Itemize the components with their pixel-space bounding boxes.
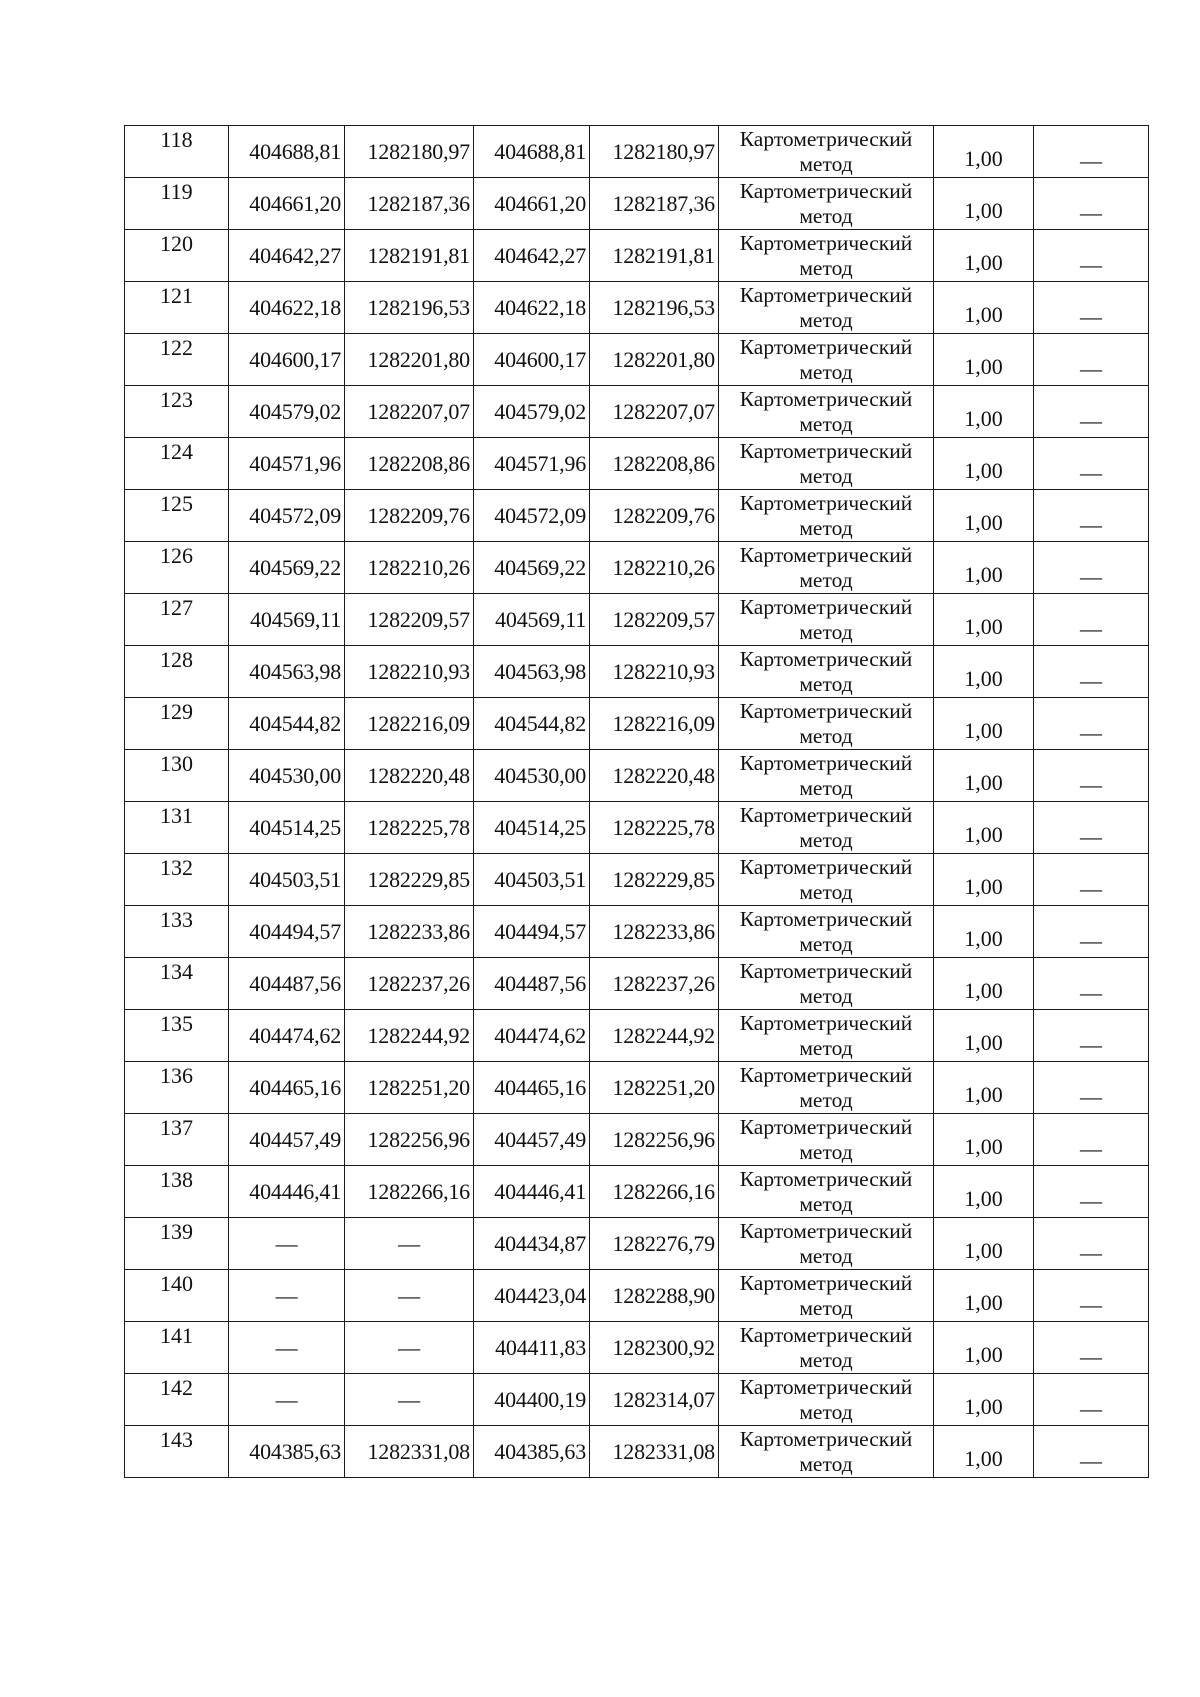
table-row (125, 542, 1149, 594)
method-line2: метод (799, 983, 853, 1008)
method-cell (719, 282, 934, 334)
method-line2: метод (799, 619, 853, 644)
note-cell: — (1034, 542, 1149, 594)
accuracy-cell: 1,00 (934, 1166, 1034, 1218)
y-coordinate-cell-refined: 1282266,16 (590, 1166, 719, 1218)
y-coordinate-cell-refined: 1282244,92 (590, 1010, 719, 1062)
y-coordinate-cell-existing: 1282196,53 (345, 282, 474, 334)
accuracy-cell: 1,00 (934, 490, 1034, 542)
method-cell (719, 126, 934, 178)
accuracy-cell: 1,00 (934, 334, 1034, 386)
x-coordinate-cell-existing: 404503,51 (229, 854, 345, 906)
x-coordinate-cell-refined: 404622,18 (474, 282, 590, 334)
method-line1: Картометрический (739, 646, 913, 671)
y-coordinate-cell-refined: 1282288,90 (590, 1270, 719, 1322)
method-line1: Картометрический (739, 1218, 913, 1243)
point-number-cell: 135 (125, 1010, 229, 1062)
table-row (125, 126, 1149, 178)
x-coordinate-cell-existing: 404494,57 (229, 906, 345, 958)
x-coordinate-cell-refined: 404688,81 (474, 126, 590, 178)
method-line1: Картометрический (739, 1010, 913, 1035)
table-row (125, 750, 1149, 802)
accuracy-cell: 1,00 (934, 958, 1034, 1010)
method-line2: метод (799, 1399, 853, 1424)
note-cell: — (1034, 1322, 1149, 1374)
y-coordinate-cell-refined: 1282229,85 (590, 854, 719, 906)
y-coordinate-cell-existing: 1282209,57 (345, 594, 474, 646)
method-line1: Картометрический (739, 698, 913, 723)
method-line2: метод (799, 203, 853, 228)
accuracy-cell: 1,00 (934, 646, 1034, 698)
point-number-cell: 126 (125, 542, 229, 594)
note-cell: — (1034, 438, 1149, 490)
method-cell (719, 542, 934, 594)
accuracy-cell: 1,00 (934, 854, 1034, 906)
method-line1: Картометрический (739, 1062, 913, 1087)
point-number-cell: 120 (125, 230, 229, 282)
y-coordinate-cell-existing: — (345, 1322, 474, 1374)
table-row (125, 1218, 1149, 1270)
method-line2: метод (799, 879, 853, 904)
method-cell (719, 1374, 934, 1426)
method-cell (719, 1270, 934, 1322)
x-coordinate-cell-refined: 404503,51 (474, 854, 590, 906)
table-row (125, 958, 1149, 1010)
y-coordinate-cell-existing: — (345, 1218, 474, 1270)
x-coordinate-cell-existing: — (229, 1270, 345, 1322)
x-coordinate-cell-existing: 404465,16 (229, 1062, 345, 1114)
point-number-cell: 143 (125, 1426, 229, 1478)
point-number-cell: 142 (125, 1374, 229, 1426)
table-row (125, 1114, 1149, 1166)
y-coordinate-cell-refined: 1282331,08 (590, 1426, 719, 1478)
x-coordinate-cell-refined: 404487,56 (474, 958, 590, 1010)
y-coordinate-cell-existing: 1282187,36 (345, 178, 474, 230)
method-line1: Картометрический (739, 750, 913, 775)
method-cell (719, 1062, 934, 1114)
accuracy-cell: 1,00 (934, 1426, 1034, 1478)
method-cell (719, 1166, 934, 1218)
table-row (125, 1166, 1149, 1218)
table-row (125, 386, 1149, 438)
method-line1: Картометрический (739, 282, 913, 307)
method-cell (719, 438, 934, 490)
x-coordinate-cell-refined: 404423,04 (474, 1270, 590, 1322)
y-coordinate-cell-existing: — (345, 1270, 474, 1322)
method-line1: Картометрический (739, 542, 913, 567)
method-cell (719, 490, 934, 542)
method-line2: метод (799, 1139, 853, 1164)
note-cell: — (1034, 958, 1149, 1010)
y-coordinate-cell-existing: 1282207,07 (345, 386, 474, 438)
x-coordinate-cell-existing: 404530,00 (229, 750, 345, 802)
x-coordinate-cell-refined: 404434,87 (474, 1218, 590, 1270)
method-line1: Картометрический (739, 334, 913, 359)
y-coordinate-cell-refined: 1282276,79 (590, 1218, 719, 1270)
note-cell: — (1034, 1426, 1149, 1478)
accuracy-cell: 1,00 (934, 126, 1034, 178)
method-line1: Картометрический (739, 958, 913, 983)
method-line2: метод (799, 1243, 853, 1268)
x-coordinate-cell-existing: 404544,82 (229, 698, 345, 750)
table-body (125, 126, 1149, 1478)
x-coordinate-cell-existing: 404474,62 (229, 1010, 345, 1062)
y-coordinate-cell-refined: 1282300,92 (590, 1322, 719, 1374)
method-line2: метод (799, 359, 853, 384)
point-number-cell: 131 (125, 802, 229, 854)
note-cell: — (1034, 178, 1149, 230)
note-cell: — (1034, 802, 1149, 854)
accuracy-cell: 1,00 (934, 438, 1034, 490)
point-number-cell: 140 (125, 1270, 229, 1322)
point-number-cell: 141 (125, 1322, 229, 1374)
method-cell (719, 1426, 934, 1478)
method-line1: Картометрический (739, 802, 913, 827)
method-line1: Картометрический (739, 438, 913, 463)
method-line2: метод (799, 827, 853, 852)
method-line1: Картометрический (739, 1322, 913, 1347)
method-line1: Картометрический (739, 1374, 913, 1399)
y-coordinate-cell-existing: 1282210,26 (345, 542, 474, 594)
method-line2: метод (799, 255, 853, 280)
x-coordinate-cell-refined: 404385,63 (474, 1426, 590, 1478)
y-coordinate-cell-existing: 1282208,86 (345, 438, 474, 490)
x-coordinate-cell-existing: — (229, 1374, 345, 1426)
y-coordinate-cell-existing: 1282209,76 (345, 490, 474, 542)
method-line1: Картометрический (739, 1270, 913, 1295)
point-number-cell: 137 (125, 1114, 229, 1166)
method-cell (719, 178, 934, 230)
y-coordinate-cell-refined: 1282216,09 (590, 698, 719, 750)
method-line2: метод (799, 463, 853, 488)
x-coordinate-cell-refined: 404457,49 (474, 1114, 590, 1166)
accuracy-cell: 1,00 (934, 542, 1034, 594)
x-coordinate-cell-refined: 404563,98 (474, 646, 590, 698)
x-coordinate-cell-existing: 404622,18 (229, 282, 345, 334)
note-cell: — (1034, 1270, 1149, 1322)
table-row (125, 1010, 1149, 1062)
note-cell: — (1034, 1374, 1149, 1426)
y-coordinate-cell-refined: 1282210,93 (590, 646, 719, 698)
accuracy-cell: 1,00 (934, 386, 1034, 438)
y-coordinate-cell-existing: 1282180,97 (345, 126, 474, 178)
point-number-cell: 124 (125, 438, 229, 490)
table-row (125, 1426, 1149, 1478)
table-row (125, 334, 1149, 386)
y-coordinate-cell-existing: 1282331,08 (345, 1426, 474, 1478)
point-number-cell: 119 (125, 178, 229, 230)
x-coordinate-cell-refined: 404465,16 (474, 1062, 590, 1114)
method-line1: Картометрический (739, 594, 913, 619)
y-coordinate-cell-refined: 1282314,07 (590, 1374, 719, 1426)
y-coordinate-cell-refined: 1282237,26 (590, 958, 719, 1010)
y-coordinate-cell-refined: 1282251,20 (590, 1062, 719, 1114)
accuracy-cell: 1,00 (934, 750, 1034, 802)
x-coordinate-cell-refined: 404474,62 (474, 1010, 590, 1062)
x-coordinate-cell-existing: 404642,27 (229, 230, 345, 282)
y-coordinate-cell-refined: 1282208,86 (590, 438, 719, 490)
note-cell: — (1034, 1114, 1149, 1166)
method-line2: метод (799, 1191, 853, 1216)
y-coordinate-cell-existing: 1282233,86 (345, 906, 474, 958)
y-coordinate-cell-existing: 1282237,26 (345, 958, 474, 1010)
note-cell: — (1034, 1218, 1149, 1270)
method-line2: метод (799, 723, 853, 748)
point-number-cell: 129 (125, 698, 229, 750)
x-coordinate-cell-existing: — (229, 1322, 345, 1374)
method-line2: метод (799, 931, 853, 956)
y-coordinate-cell-refined: 1282233,86 (590, 906, 719, 958)
coordinates-table (124, 125, 1149, 1478)
y-coordinate-cell-existing: 1282225,78 (345, 802, 474, 854)
method-cell (719, 750, 934, 802)
method-line2: метод (799, 1451, 853, 1476)
x-coordinate-cell-refined: 404600,17 (474, 334, 590, 386)
accuracy-cell: 1,00 (934, 178, 1034, 230)
y-coordinate-cell-existing: 1282201,80 (345, 334, 474, 386)
note-cell: — (1034, 386, 1149, 438)
x-coordinate-cell-refined: 404571,96 (474, 438, 590, 490)
accuracy-cell: 1,00 (934, 594, 1034, 646)
accuracy-cell: 1,00 (934, 906, 1034, 958)
note-cell: — (1034, 334, 1149, 386)
x-coordinate-cell-refined: 404411,83 (474, 1322, 590, 1374)
x-coordinate-cell-existing: 404688,81 (229, 126, 345, 178)
method-line1: Картометрический (739, 230, 913, 255)
x-coordinate-cell-existing: — (229, 1218, 345, 1270)
point-number-cell: 125 (125, 490, 229, 542)
method-line1: Картометрический (739, 126, 913, 151)
y-coordinate-cell-refined: 1282209,57 (590, 594, 719, 646)
table-row (125, 230, 1149, 282)
note-cell: — (1034, 126, 1149, 178)
table-row (125, 490, 1149, 542)
x-coordinate-cell-refined: 404569,11 (474, 594, 590, 646)
table-row (125, 1374, 1149, 1426)
method-line2: метод (799, 411, 853, 436)
point-number-cell: 121 (125, 282, 229, 334)
method-cell (719, 698, 934, 750)
x-coordinate-cell-existing: 404661,20 (229, 178, 345, 230)
method-line2: метод (799, 307, 853, 332)
x-coordinate-cell-existing: 404563,98 (229, 646, 345, 698)
point-number-cell: 118 (125, 126, 229, 178)
y-coordinate-cell-existing: 1282244,92 (345, 1010, 474, 1062)
method-line2: метод (799, 567, 853, 592)
x-coordinate-cell-refined: 404572,09 (474, 490, 590, 542)
method-cell (719, 906, 934, 958)
table-row (125, 906, 1149, 958)
point-number-cell: 130 (125, 750, 229, 802)
y-coordinate-cell-refined: 1282207,07 (590, 386, 719, 438)
note-cell: — (1034, 1010, 1149, 1062)
note-cell: — (1034, 906, 1149, 958)
method-line2: метод (799, 151, 853, 176)
accuracy-cell: 1,00 (934, 1374, 1034, 1426)
x-coordinate-cell-existing: 404571,96 (229, 438, 345, 490)
table-row (125, 438, 1149, 490)
method-cell (719, 230, 934, 282)
note-cell: — (1034, 1166, 1149, 1218)
y-coordinate-cell-refined: 1282180,97 (590, 126, 719, 178)
method-cell (719, 646, 934, 698)
x-coordinate-cell-existing: 404579,02 (229, 386, 345, 438)
method-line1: Картометрический (739, 1166, 913, 1191)
note-cell: — (1034, 594, 1149, 646)
x-coordinate-cell-refined: 404544,82 (474, 698, 590, 750)
y-coordinate-cell-existing: 1282220,48 (345, 750, 474, 802)
method-cell (719, 958, 934, 1010)
y-coordinate-cell-existing: 1282210,93 (345, 646, 474, 698)
accuracy-cell: 1,00 (934, 1062, 1034, 1114)
method-line1: Картометрический (739, 906, 913, 931)
method-line2: метод (799, 1347, 853, 1372)
table-row (125, 178, 1149, 230)
x-coordinate-cell-existing: 404572,09 (229, 490, 345, 542)
table-row (125, 282, 1149, 334)
y-coordinate-cell-refined: 1282220,48 (590, 750, 719, 802)
method-line2: метод (799, 1035, 853, 1060)
y-coordinate-cell-refined: 1282196,53 (590, 282, 719, 334)
x-coordinate-cell-refined: 404642,27 (474, 230, 590, 282)
x-coordinate-cell-existing: 404514,25 (229, 802, 345, 854)
method-line2: метод (799, 775, 853, 800)
y-coordinate-cell-existing: 1282256,96 (345, 1114, 474, 1166)
table-row (125, 646, 1149, 698)
method-cell (719, 1218, 934, 1270)
accuracy-cell: 1,00 (934, 1114, 1034, 1166)
point-number-cell: 122 (125, 334, 229, 386)
method-line1: Картометрический (739, 1426, 913, 1451)
method-cell (719, 802, 934, 854)
accuracy-cell: 1,00 (934, 1218, 1034, 1270)
note-cell: — (1034, 282, 1149, 334)
y-coordinate-cell-refined: 1282225,78 (590, 802, 719, 854)
method-cell (719, 1322, 934, 1374)
x-coordinate-cell-existing: 404446,41 (229, 1166, 345, 1218)
method-line1: Картометрический (739, 1114, 913, 1139)
x-coordinate-cell-existing: 404600,17 (229, 334, 345, 386)
accuracy-cell: 1,00 (934, 230, 1034, 282)
x-coordinate-cell-refined: 404661,20 (474, 178, 590, 230)
y-coordinate-cell-existing: 1282191,81 (345, 230, 474, 282)
y-coordinate-cell-existing: 1282266,16 (345, 1166, 474, 1218)
accuracy-cell: 1,00 (934, 1010, 1034, 1062)
y-coordinate-cell-existing: 1282251,20 (345, 1062, 474, 1114)
method-cell (719, 594, 934, 646)
point-number-cell: 127 (125, 594, 229, 646)
point-number-cell: 136 (125, 1062, 229, 1114)
accuracy-cell: 1,00 (934, 1322, 1034, 1374)
table-row (125, 1062, 1149, 1114)
method-cell (719, 854, 934, 906)
x-coordinate-cell-refined: 404569,22 (474, 542, 590, 594)
x-coordinate-cell-existing: 404569,11 (229, 594, 345, 646)
x-coordinate-cell-refined: 404579,02 (474, 386, 590, 438)
x-coordinate-cell-refined: 404514,25 (474, 802, 590, 854)
y-coordinate-cell-existing: 1282229,85 (345, 854, 474, 906)
y-coordinate-cell-refined: 1282191,81 (590, 230, 719, 282)
method-line1: Картометрический (739, 490, 913, 515)
method-line2: метод (799, 671, 853, 696)
method-line2: метод (799, 1295, 853, 1320)
note-cell: — (1034, 854, 1149, 906)
y-coordinate-cell-existing: 1282216,09 (345, 698, 474, 750)
accuracy-cell: 1,00 (934, 802, 1034, 854)
x-coordinate-cell-refined: 404400,19 (474, 1374, 590, 1426)
method-line1: Картометрический (739, 854, 913, 879)
x-coordinate-cell-existing: 404487,56 (229, 958, 345, 1010)
table-row (125, 854, 1149, 906)
y-coordinate-cell-refined: 1282210,26 (590, 542, 719, 594)
point-number-cell: 132 (125, 854, 229, 906)
method-cell (719, 1114, 934, 1166)
x-coordinate-cell-existing: 404385,63 (229, 1426, 345, 1478)
point-number-cell: 139 (125, 1218, 229, 1270)
accuracy-cell: 1,00 (934, 1270, 1034, 1322)
note-cell: — (1034, 490, 1149, 542)
accuracy-cell: 1,00 (934, 698, 1034, 750)
x-coordinate-cell-refined: 404530,00 (474, 750, 590, 802)
note-cell: — (1034, 230, 1149, 282)
method-cell (719, 386, 934, 438)
method-line1: Картометрический (739, 178, 913, 203)
table-row (125, 802, 1149, 854)
method-cell (719, 1010, 934, 1062)
x-coordinate-cell-existing: 404457,49 (229, 1114, 345, 1166)
note-cell: — (1034, 646, 1149, 698)
point-number-cell: 138 (125, 1166, 229, 1218)
point-number-cell: 133 (125, 906, 229, 958)
point-number-cell: 128 (125, 646, 229, 698)
method-line1: Картометрический (739, 386, 913, 411)
y-coordinate-cell-refined: 1282256,96 (590, 1114, 719, 1166)
point-number-cell: 134 (125, 958, 229, 1010)
y-coordinate-cell-existing: — (345, 1374, 474, 1426)
y-coordinate-cell-refined: 1282201,80 (590, 334, 719, 386)
method-cell (719, 334, 934, 386)
table-row (125, 594, 1149, 646)
y-coordinate-cell-refined: 1282187,36 (590, 178, 719, 230)
accuracy-cell: 1,00 (934, 282, 1034, 334)
x-coordinate-cell-refined: 404494,57 (474, 906, 590, 958)
note-cell: — (1034, 750, 1149, 802)
table-row (125, 1270, 1149, 1322)
method-line2: метод (799, 1087, 853, 1112)
method-line2: метод (799, 515, 853, 540)
y-coordinate-cell-refined: 1282209,76 (590, 490, 719, 542)
table-row (125, 698, 1149, 750)
table-row (125, 1322, 1149, 1374)
x-coordinate-cell-existing: 404569,22 (229, 542, 345, 594)
x-coordinate-cell-refined: 404446,41 (474, 1166, 590, 1218)
note-cell: — (1034, 698, 1149, 750)
note-cell: — (1034, 1062, 1149, 1114)
point-number-cell: 123 (125, 386, 229, 438)
